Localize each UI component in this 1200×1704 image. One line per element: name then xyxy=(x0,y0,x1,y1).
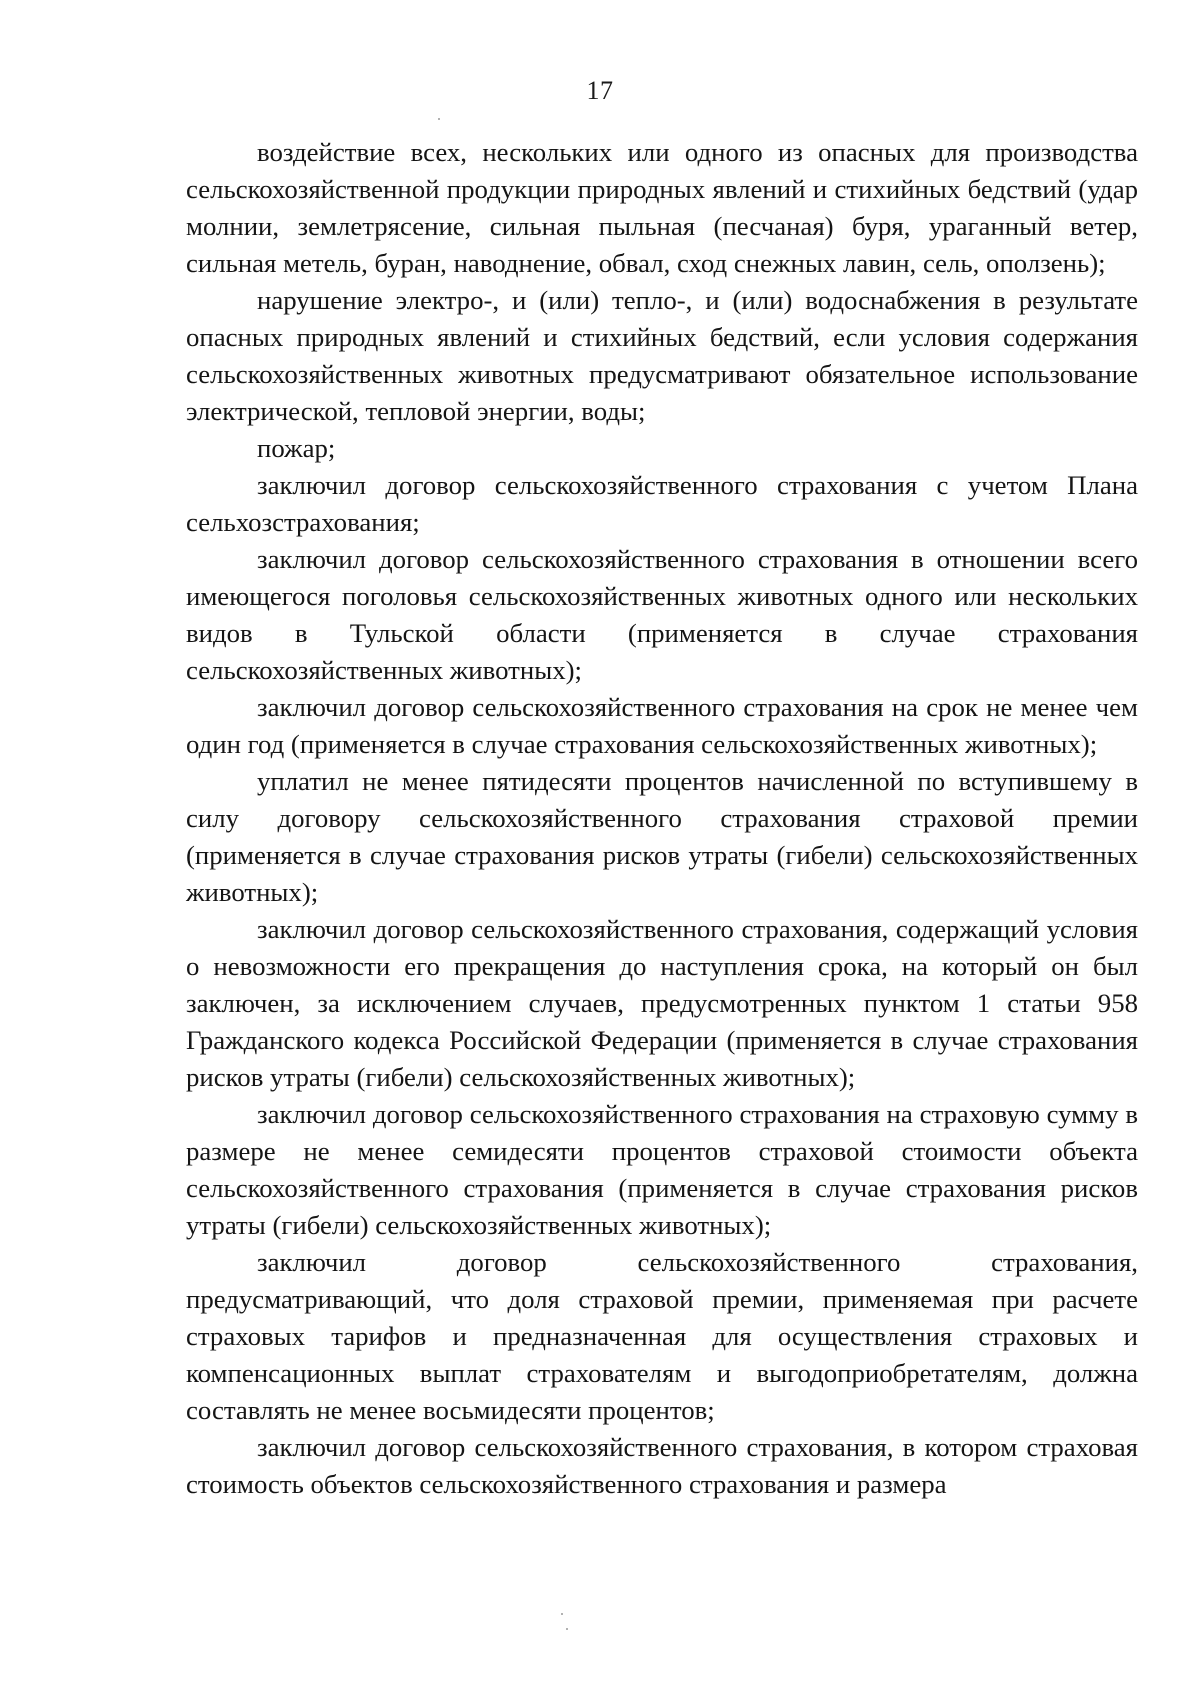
page-number: 17 xyxy=(586,76,614,105)
paragraph-no-termination: заключил договор сельскохозяйственного страхования, содержащий условия о невозможности его прекращения до наступления срока, на который он был заключен, за исключением случаев, предусмотренных пунктом 1 статьи 958 Гражданского кодекса Российской Федерации (применяется в случае страхования рисков утраты (гибели) сельскохозяйственных животных); xyxy=(186,914,1138,1092)
scan-speck xyxy=(561,1613,563,1615)
paragraph-fire: пожар; xyxy=(257,433,336,463)
paragraph-natural-hazards: воздействие всех, нескольких или одного из опасных для производства сельскохозяйственной продукции природных явлений и стихийных бедствий (удар молнии, землетрясение, сильная пыльная (песчаная) буря, ураганный ветер, сильная метель, буран, наводнение, обвал, сход снежных лавин, сель, оползень); xyxy=(186,137,1138,278)
paragraph-insurance-plan: заключил договор сельскохозяйственного страхования с учетом Плана сельхозстрахования; xyxy=(186,470,1138,537)
paragraph-term-one-year: заключил договор сельскохозяйственного страхования на срок не менее чем один год (применяется в случае страхования сельскохозяйственных животных); xyxy=(186,692,1138,759)
scan-speck xyxy=(566,1628,568,1630)
paragraph-utility-disruption: нарушение электро-, и (или) тепло-, и (или) водоснабжения в результате опасных природных явлений и стихийных бедствий, если условия содержания сельскохозяйственных животных предусматривают обязательное использование электрической, тепловой энергии, воды; xyxy=(186,285,1138,426)
paragraph-insured-value: заключил договор сельскохозяйственного страхования, в котором страховая стоимость объектов сельскохозяйственного страхования и размера xyxy=(186,1432,1138,1499)
paragraph-seventy-percent-sum: заключил договор сельскохозяйственного страхования на страховую сумму в размере не менее семидесяти процентов страховой стоимости объекта сельскохозяйственного страхования (применяется в случае страхования рисков утраты (гибели) сельскохозяйственных животных); xyxy=(186,1099,1138,1240)
paragraph-eighty-percent-share: заключил договор сельскохозяйственного страхования, предусматривающий, что доля страховой премии, применяемая при расчете страховых тарифов и предназначенная для осуществления страховых и компенсационных выплат страхователям и выгодоприобретателям, должна составлять не менее восьмидесяти процентов; xyxy=(186,1247,1138,1425)
paragraph-premium-fifty-percent: уплатил не менее пятидесяти процентов начисленной по вступившему в силу договору сельскохозяйственного страхования страховой премии (применяется в случае страхования рисков утраты (гибели) сельскохозяйственных животных); xyxy=(186,766,1138,907)
paragraph-all-livestock: заключил договор сельскохозяйственного страхования в отношении всего имеющегося поголовья сельскохозяйственных животных одного или нескольких видов в Тульской области (применяется в случае страхования сельскохозяйственных животных); xyxy=(186,544,1138,685)
document-body xyxy=(186,134,1138,1503)
scan-speck xyxy=(438,118,440,120)
